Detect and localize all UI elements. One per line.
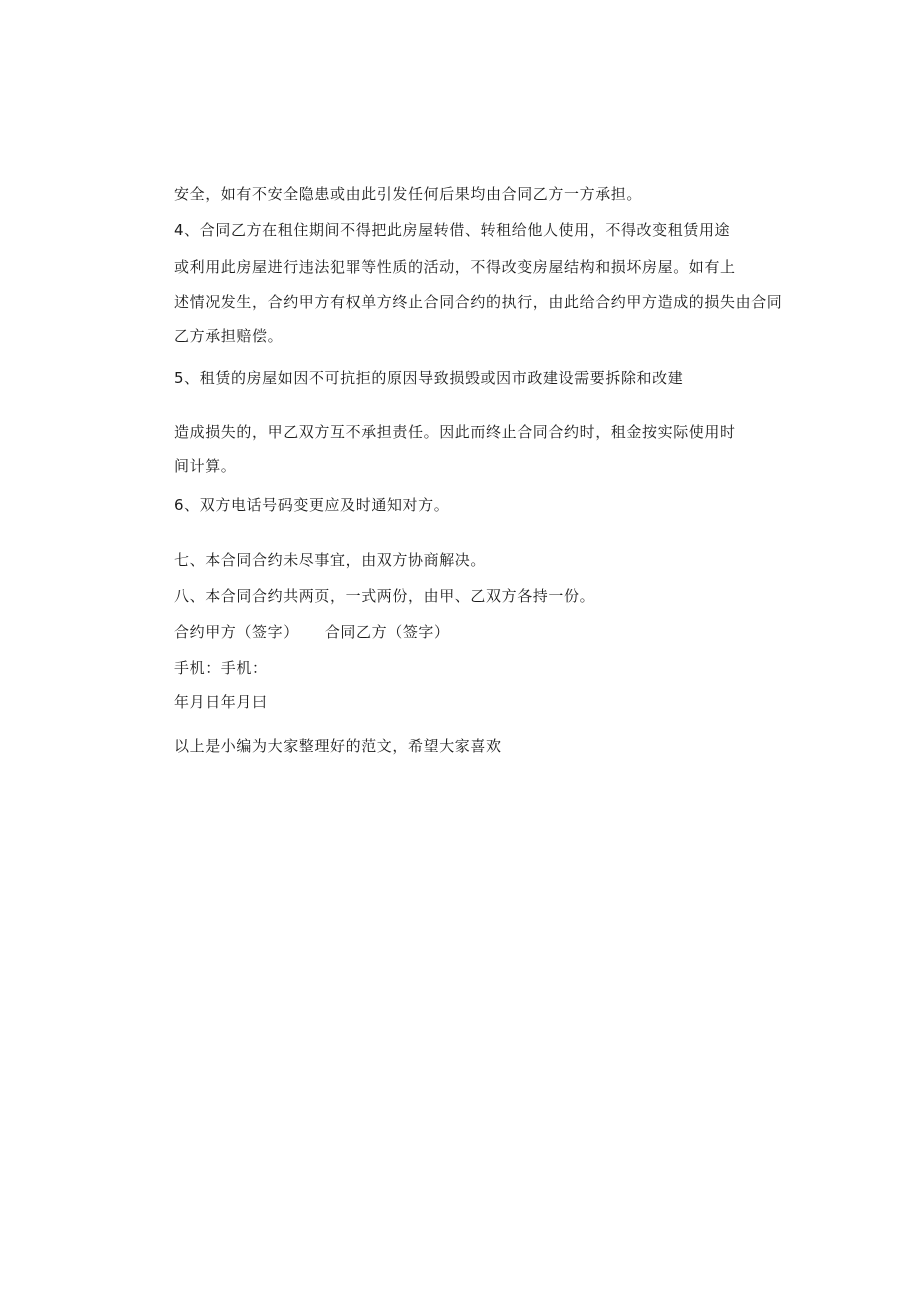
paragraph-line: 述情况发生，合约甲方有权单方终止合同合约的执行，由此给合约甲方造成的损失由合同 <box>174 293 783 311</box>
clause-6-line: 6、双方电话号码变更应及时通知对方。 <box>174 496 450 514</box>
paragraph-line: 间计算。 <box>174 457 237 475</box>
clause-4-line: 4、合同乙方在租住期间不得把此房屋转借、转租给他人使用，不得改变租赁用途 <box>174 221 731 239</box>
party-a-signature-label: 合约甲方（签字） <box>174 623 299 641</box>
party-b-signature-label: 合同乙方（签字） <box>324 623 450 641</box>
closing-line: 以上是小编为大家整理好的范文，希望大家喜欢 <box>174 737 502 755</box>
paragraph-line: 安全，如有不安全隐患或由此引发任何后果均由合同乙方一方承担。 <box>174 185 643 203</box>
clause-5-line: 5、租赁的房屋如因不可抗拒的原因导致损毁或因市政建设需要拆除和改建 <box>174 369 684 387</box>
clause-8-line: 八、本合同合约共两页，一式两份，由甲、乙双方各持一份。 <box>174 587 596 605</box>
phone-line: 手机：手机： <box>174 659 268 677</box>
clause-7-line: 七、本合同合约未尽事宜，由双方协商解决。 <box>174 551 487 569</box>
paragraph-line: 造成损失的，甲乙双方互不承担责任。因此而终止合同合约时，租金按实际使用时 <box>174 423 736 441</box>
paragraph-line: 或利用此房屋进行违法犯罪等性质的活动，不得改变房屋结构和损坏房屋。如有上 <box>174 258 736 276</box>
date-line: 年月日年月曰 <box>174 693 268 711</box>
signature-line <box>174 622 450 642</box>
paragraph-line: 乙方承担赔偿。 <box>174 327 284 345</box>
